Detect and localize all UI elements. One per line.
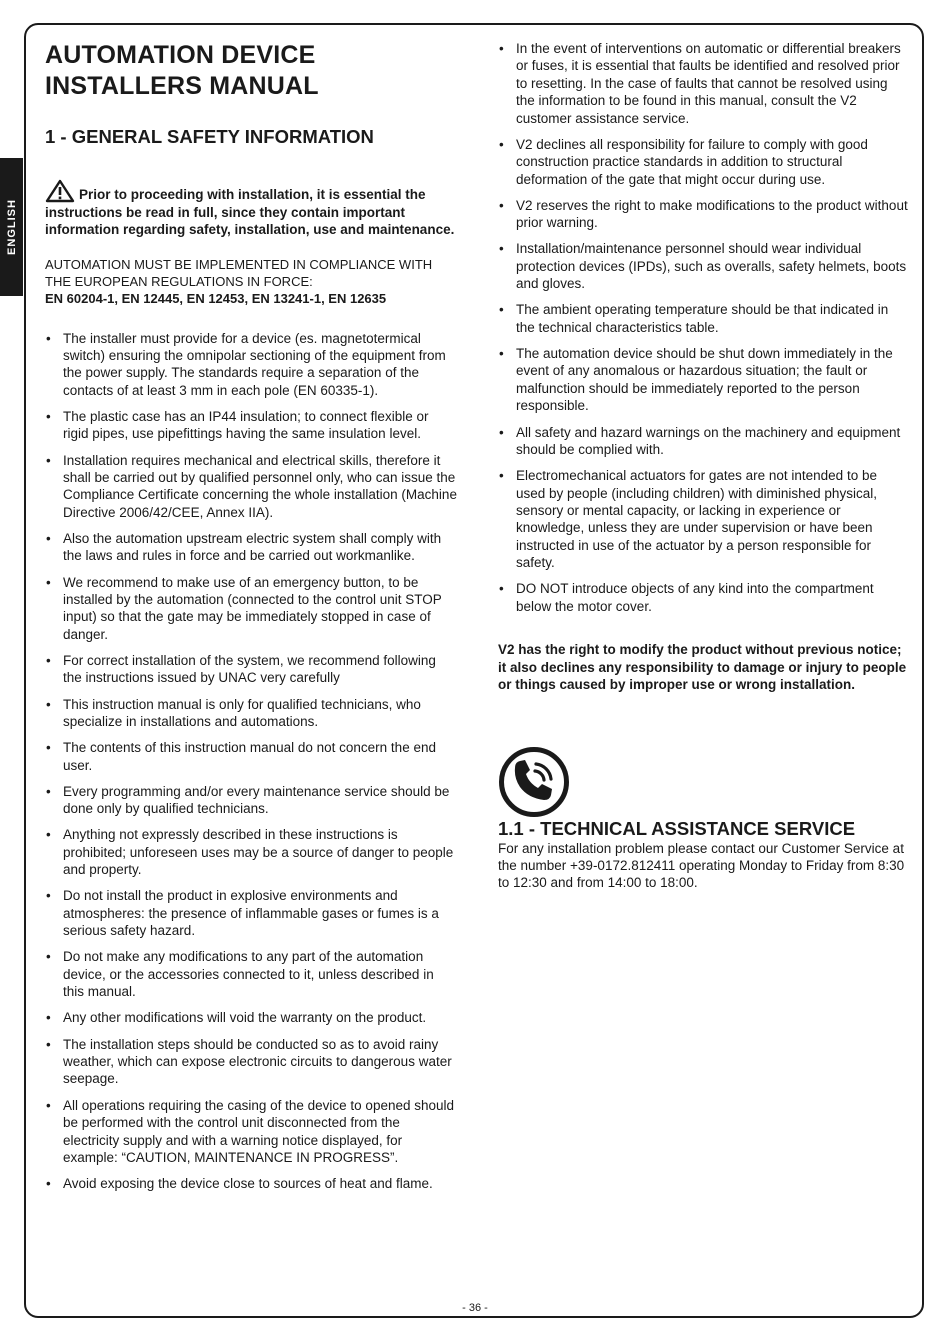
language-tab: [0, 158, 23, 296]
warning-triangle-icon: [45, 179, 75, 203]
phone-support-icon: [498, 746, 570, 818]
list-item: • Electromechanical actuators for gates are not intended to be used by people (including children) with diminished physical, sensory or mental capacity, or lacking in experience or knowledge, unless they are under supervision or have been instructed in use of the actuator by a person responsible for safety.: [499, 468, 877, 571]
list-item: • The automation device should be shut down immediately in the event of any anomalous or hazardous situation; the fault or malfunction should be immediately reported to the person responsible.: [499, 346, 893, 414]
list-item: • Every programming and/or every maintenance service should be done only by qualified technicians.: [46, 783, 450, 817]
list-item: • The installation steps should be conducted so as to avoid rainy weather, which can expose electronic circuits to dangerous water seepage.: [46, 1036, 452, 1087]
left-bullet-list: [45, 330, 457, 1193]
technical-assistance-heading: 1.1 - TECHNICAL ASSISTANCE SERVICE: [498, 817, 856, 839]
technical-assistance-text: For any installation problem please contact our Customer Service at the number +39-0172.812411 operating Monday to Friday from 8:30 to 12:30 and from 14:00 to 18:00.: [498, 840, 905, 891]
list-item: • The installer must provide for a device (es. magnetotermical switch) ensuring the omnipolar sectioning of the equipment from the power supply. The standards require a separation of the contacts of at least 3 mm in each pole (EN 60335-1).: [46, 330, 446, 398]
list-item: • DO NOT introduce objects of any kind into the compartment below the motor cover.: [499, 581, 874, 614]
list-item: • Installation requires mechanical and electrical skills, therefore it shall be carried out by qualified personnel only, who can issue the Compliance Certificate concerning the whole installation (Machine Directive 2006/42/CEE, Annex IIA).: [46, 452, 457, 520]
compliance-line-1: AUTOMATION MUST BE IMPLEMENTED IN COMPLIANCE WITH: [45, 256, 433, 272]
list-item: • All safety and hazard warnings on the machinery and equipment should be complied with.: [499, 424, 901, 457]
list-item: • All operations requiring the casing of the device to opened should be performed with the control unit disconnected from the electricity supply and with a warning notice displayed, for example: “CAUTION, MAINTENANCE IN PROGRESS”.: [46, 1097, 455, 1165]
liability-notice: V2 has the right to modify the product without previous notice; it also declines any responsibility to damage or injury to people or things caused by improper use or wrong installation.: [498, 642, 907, 693]
list-item: • We recommend to make use of an emergency button, to be installed by the automation (connected to the control unit STOP input) so that the gate may be immediately stopped in case of danger.: [46, 574, 442, 642]
safety-warning: [45, 179, 457, 239]
document-title: [45, 40, 457, 102]
left-column: [45, 40, 457, 1201]
list-item: • This instruction manual is only for qualified technicians, who specialize in installations and automations.: [46, 696, 421, 729]
list-item: • Do not make any modifications to any part of the automation device, or the accessories connected to it, unless described in this manual.: [46, 949, 434, 1000]
right-bullet-list: [498, 40, 908, 615]
section-heading-general-safety: 1 - GENERAL SAFETY INFORMATION: [45, 126, 374, 147]
list-item: • In the event of interventions on automatic or differential breakers or fuses, it is essential that faults be identified and resolved prior to resetting. In the case of faults that cannot be resolved using the information to be found in this manual, consult the V2 customer assistance service.: [499, 41, 901, 126]
list-item: • Any other modifications will void the warranty on the product.: [46, 1010, 427, 1026]
compliance-statement: [45, 256, 457, 307]
list-item: • V2 reserves the right to make modifications to the product without prior warning.: [499, 197, 908, 231]
list-item: • For correct installation of the system, we recommend following the instructions issued by UNAC very carefully: [46, 652, 436, 686]
list-item: • The ambient operating temperature should be that indicated in the technical characteristics table.: [499, 302, 889, 335]
list-item: • Also the automation upstream electric system shall comply with the laws and rules in force and be carried out workmanlike.: [46, 530, 442, 564]
list-item: • Installation/maintenance personnel should wear individual protection devices (IPDs), such as overalls, safety helmets, boots and gloves.: [499, 241, 907, 292]
language-label: ENGLISH: [5, 199, 18, 255]
list-item: • Avoid exposing the device close to sources of heat and flame.: [46, 1176, 433, 1192]
right-column: [498, 40, 908, 892]
page-number: - 36 -: [462, 1302, 488, 1314]
list-item: • Anything not expressly described in these instructions is prohibited; unforeseen uses may be a source of danger to people and property.: [46, 827, 454, 878]
list-item: • The plastic case has an IP44 insulation; to connect flexible or rigid pipes, use pipefittings having the same insulation level.: [46, 408, 429, 442]
title-line-2: INSTALLERS MANUAL: [45, 72, 319, 100]
list-item: • Do not install the product in explosive environments and atmospheres: the presence of inflammable gases or fumes is a serious safety hazard.: [46, 888, 439, 939]
compliance-line-2: THE EUROPEAN REGULATIONS IN FORCE:: [45, 273, 313, 289]
list-item: • V2 declines all responsibility for failure to comply with good construction practice standards in addition to structural deformation of the gate that might occur during use.: [499, 136, 868, 187]
safety-warning-text: Prior to proceeding with installation, it is essential the instructions be read in full, since they contain important information regarding safety, installation, use and maintenance.: [45, 187, 455, 237]
title-line-1: AUTOMATION DEVICE: [45, 41, 316, 69]
list-item: • The contents of this instruction manual do not concern the end user.: [46, 740, 436, 773]
compliance-standards: EN 60204-1, EN 12445, EN 12453, EN 13241-1, EN 12635: [45, 290, 387, 306]
